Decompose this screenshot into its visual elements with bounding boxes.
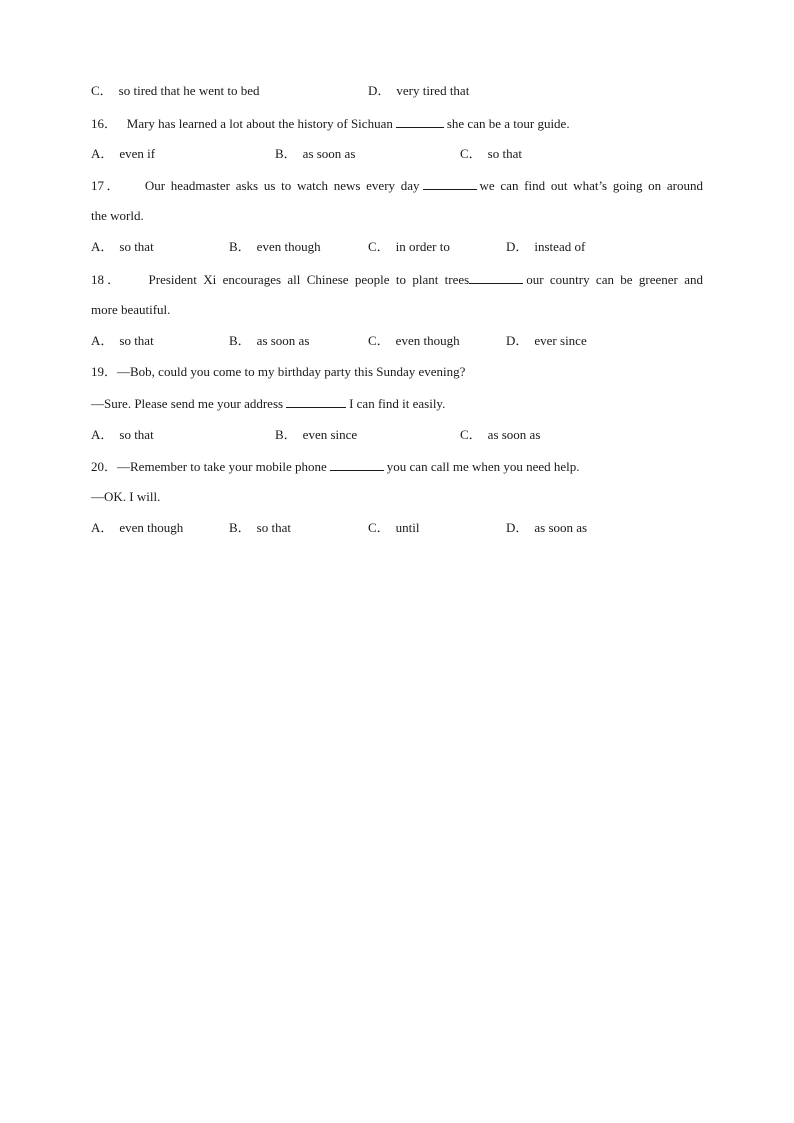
q19-dialog-line1 (91, 364, 703, 380)
q20-dialog-line1 (91, 458, 703, 475)
stem-text: President Xi encourages all Chinese people to plant trees (148, 272, 470, 287)
q16-option-b (275, 146, 355, 162)
stem-text: Mary has learned a lot about the history of Sichuan (126, 116, 393, 131)
stem-text: she can be a tour guide. (446, 116, 570, 131)
q18-option-d (506, 333, 587, 349)
stem-text: Our headmaster asks us to watch news every day (144, 178, 420, 193)
option-letter: B． (275, 146, 297, 161)
option-text: so tired that he went to bed (118, 83, 260, 98)
option-letter: D． (506, 520, 529, 535)
q18-option-c (368, 333, 460, 349)
option-letter: B． (275, 427, 297, 442)
option-text: as soon as (256, 333, 310, 348)
option-text: until (395, 520, 420, 535)
option-letter: D． (506, 333, 529, 348)
dialog-text: you can call me when you need help. (386, 459, 580, 474)
option-text: even if (119, 146, 156, 161)
option-text: even though (395, 333, 460, 348)
option-text: instead of (534, 239, 586, 254)
answer-blank (469, 271, 523, 284)
option-letter: C． (91, 83, 113, 98)
q15-option-d (368, 83, 469, 99)
q16-option-a (91, 146, 155, 162)
q17-option-c (368, 239, 450, 255)
option-text: even though (119, 520, 184, 535)
option-text: so that (487, 146, 522, 161)
option-letter: D． (368, 83, 391, 98)
option-letter: A． (91, 239, 114, 254)
q18-stem (91, 271, 703, 288)
q20-option-a (91, 520, 183, 536)
dialog-text: —Sure. Please send me your address (91, 396, 284, 411)
q18-option-b (229, 333, 309, 349)
q16-stem (91, 115, 703, 132)
option-letter: C． (368, 520, 390, 535)
option-letter: A． (91, 427, 114, 442)
option-letter: A． (91, 520, 114, 535)
q17-option-a (91, 239, 154, 255)
q19-option-b (275, 427, 357, 443)
question-number: 17． (91, 178, 122, 193)
dialog-text: —Bob, could you come to my birthday party this Sunday evening? (117, 364, 466, 379)
q18-stem-line2: more beautiful. (91, 302, 171, 317)
option-text: even since (302, 427, 358, 442)
question-number: 19． (91, 364, 118, 379)
q18-option-a (91, 333, 154, 349)
option-letter: C． (368, 333, 390, 348)
option-text: so that (119, 333, 154, 348)
option-letter: C． (460, 427, 482, 442)
q20-option-c (368, 520, 420, 536)
answer-blank (330, 458, 384, 471)
q17-stem-line2: the world. (91, 208, 144, 223)
q19-option-c (460, 427, 540, 443)
q20-dialog-line2: —OK. I will. (91, 489, 161, 504)
dialog-text: —Remember to take your mobile phone (117, 459, 327, 474)
answer-blank (396, 115, 444, 128)
option-letter: D． (506, 239, 529, 254)
q19-option-a (91, 427, 154, 443)
question-number: 18． (91, 272, 124, 287)
option-letter: B． (229, 520, 251, 535)
option-text: in order to (395, 239, 450, 254)
q15-option-c (91, 83, 259, 99)
option-letter: B． (229, 333, 251, 348)
option-text: ever since (534, 333, 587, 348)
option-letter: C． (368, 239, 390, 254)
option-text: as soon as (302, 146, 356, 161)
option-text: very tired that (396, 83, 470, 98)
dialog-text: I can find it easily. (349, 396, 446, 411)
option-letter: B． (229, 239, 251, 254)
option-text: as soon as (487, 427, 541, 442)
q19-dialog-line2 (91, 395, 703, 412)
stem-text: our country can be greener and (526, 272, 703, 287)
answer-blank (423, 177, 477, 190)
stem-text: we can find out what’s going on around (479, 178, 704, 193)
option-text: even though (256, 239, 321, 254)
q20-option-d (506, 520, 587, 536)
q16-option-c (460, 146, 522, 162)
q20-option-b (229, 520, 291, 536)
option-text: so that (119, 239, 154, 254)
question-number: 20． (91, 459, 118, 474)
q17-option-d (506, 239, 585, 255)
option-letter: A． (91, 333, 114, 348)
option-text: as soon as (534, 520, 588, 535)
answer-blank (286, 395, 346, 408)
option-letter: C． (460, 146, 482, 161)
option-letter: A． (91, 146, 114, 161)
option-text: so that (256, 520, 291, 535)
q17-option-b (229, 239, 321, 255)
question-number: 16． (91, 116, 118, 131)
q17-stem (91, 177, 703, 194)
option-text: so that (119, 427, 154, 442)
